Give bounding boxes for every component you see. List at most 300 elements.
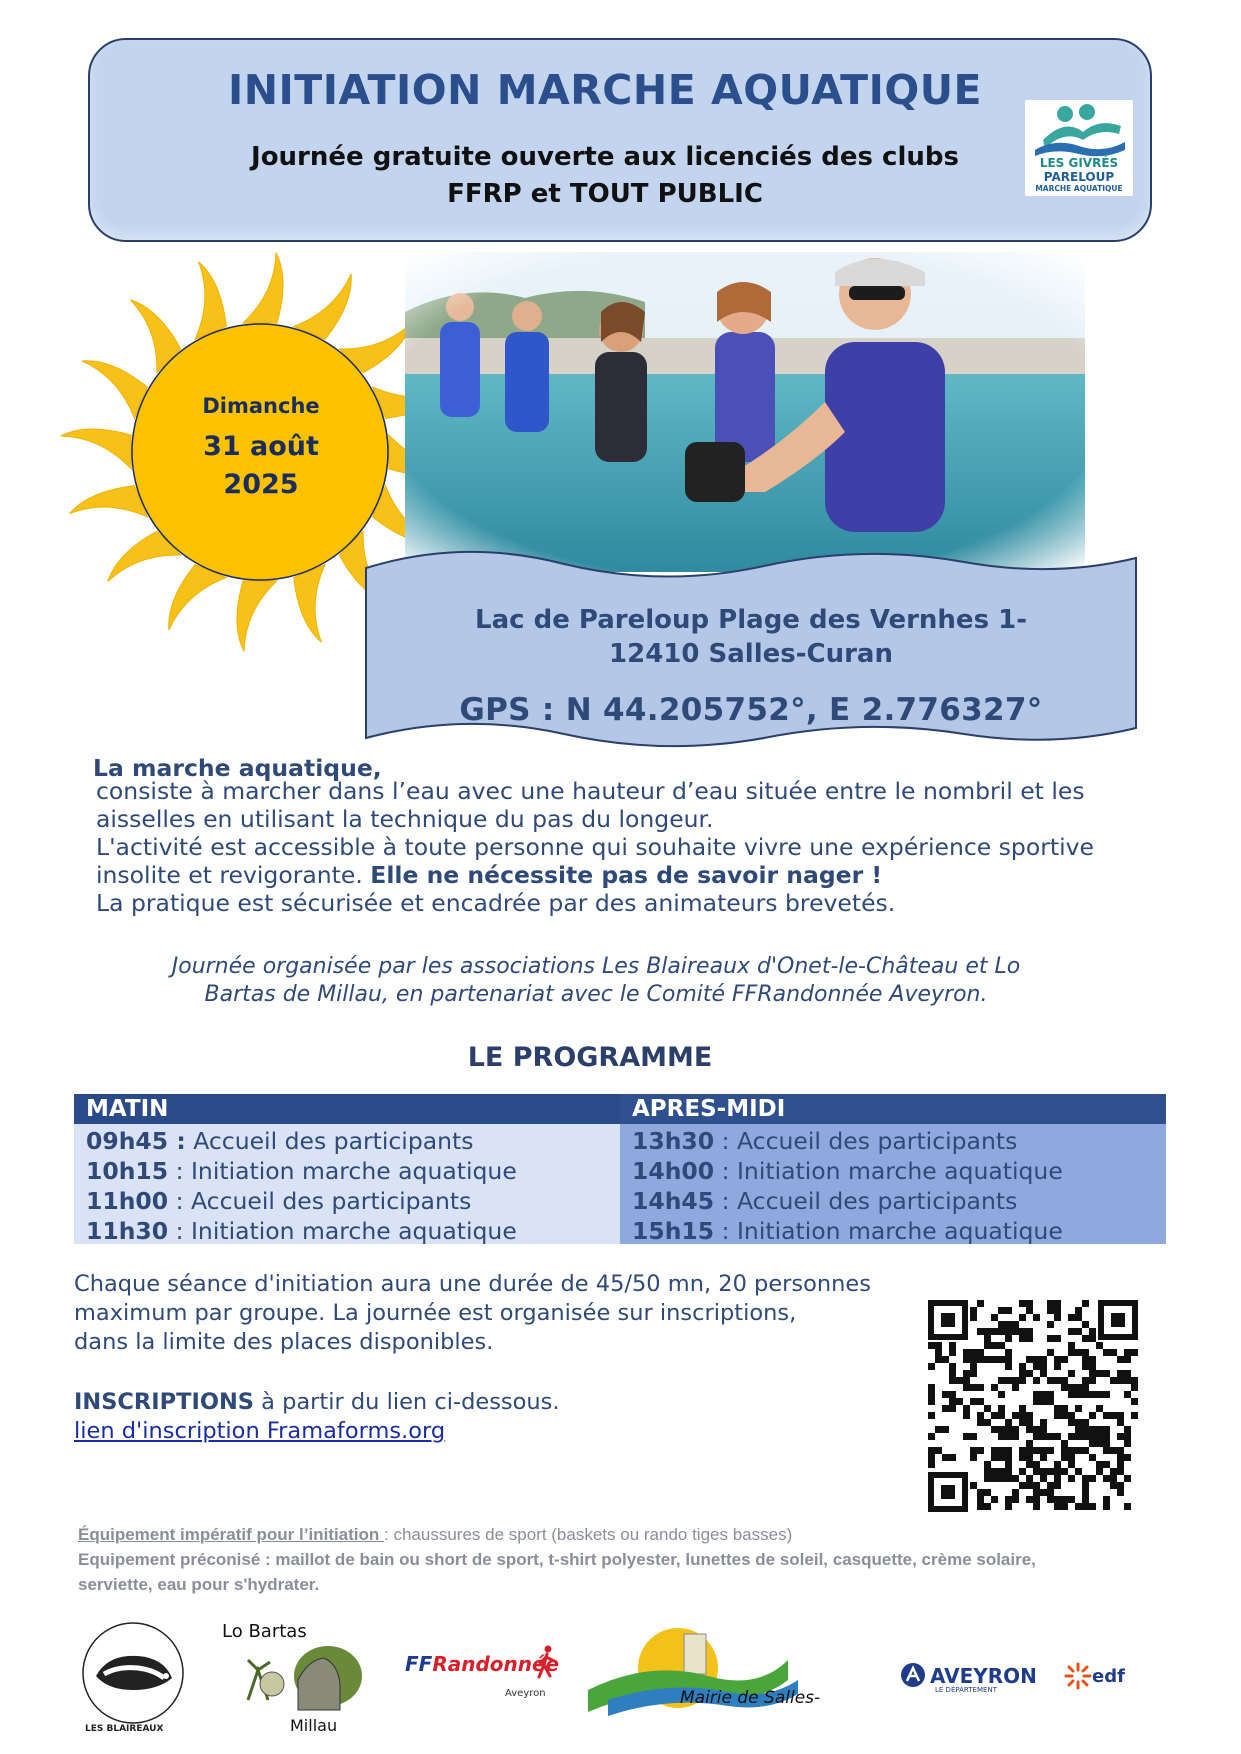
bartas-title: Lo Bartas <box>222 1621 307 1642</box>
aquatic-walkers-photo <box>405 252 1085 572</box>
qr-module <box>1047 1321 1054 1328</box>
qr-module <box>1117 1482 1124 1489</box>
qr-module <box>1005 1328 1012 1335</box>
qr-module <box>1082 1356 1089 1363</box>
qr-module <box>1019 1377 1026 1384</box>
qr-module <box>1026 1370 1033 1377</box>
qr-module <box>935 1356 942 1363</box>
qr-module <box>1019 1363 1026 1370</box>
qr-module <box>984 1475 991 1482</box>
qr-module <box>998 1454 1005 1461</box>
qr-module <box>998 1412 1005 1419</box>
qr-module <box>1103 1370 1110 1377</box>
qr-module <box>1026 1356 1033 1363</box>
qr-module <box>1075 1419 1082 1426</box>
qr-module <box>984 1335 991 1342</box>
qr-module <box>984 1461 991 1468</box>
qr-module <box>1075 1314 1082 1321</box>
session-time: 14h00 <box>632 1157 715 1185</box>
qr-module <box>1005 1419 1012 1426</box>
qr-module <box>1054 1377 1061 1384</box>
qr-module <box>1068 1391 1075 1398</box>
qr-module <box>1026 1454 1033 1461</box>
qr-module <box>963 1405 970 1412</box>
qr-module <box>963 1370 970 1377</box>
location-line-1: Lac de Pareloup Plage des Vernhes 1- <box>475 605 1027 635</box>
qr-module <box>1026 1300 1033 1307</box>
qr-module <box>1075 1349 1082 1356</box>
qr-module <box>1061 1447 1068 1454</box>
qr-module <box>1082 1475 1089 1482</box>
qr-module <box>1103 1433 1110 1440</box>
qr-module <box>1033 1489 1040 1496</box>
qr-module <box>1082 1349 1089 1356</box>
qr-module <box>1089 1335 1096 1342</box>
qr-module <box>1033 1468 1040 1475</box>
qr-module <box>1096 1370 1103 1377</box>
qr-module <box>1040 1426 1047 1433</box>
qr-module <box>970 1454 977 1461</box>
table-row <box>620 1126 1166 1156</box>
qr-module <box>1047 1335 1054 1342</box>
qr-module <box>984 1468 991 1475</box>
qr-module <box>1005 1377 1012 1384</box>
qr-module <box>1061 1503 1068 1510</box>
qr-module <box>970 1433 977 1440</box>
session-info <box>74 1270 974 1357</box>
qr-module <box>1117 1419 1124 1426</box>
qr-module <box>1103 1391 1110 1398</box>
qr-module <box>1054 1496 1061 1503</box>
qr-module <box>1033 1433 1040 1440</box>
qr-module <box>977 1419 984 1426</box>
qr-module <box>977 1398 984 1405</box>
qr-module <box>1033 1503 1040 1510</box>
qr-module <box>1033 1398 1040 1405</box>
qr-module <box>1019 1335 1026 1342</box>
qr-module <box>942 1426 949 1433</box>
qr-module <box>1103 1349 1110 1356</box>
qr-module <box>970 1370 977 1377</box>
qr-module <box>1068 1412 1075 1419</box>
qr-module <box>1082 1496 1089 1503</box>
qr-module <box>1061 1468 1068 1475</box>
qr-module <box>1082 1482 1089 1489</box>
qr-module <box>1096 1440 1103 1447</box>
qr-module <box>984 1419 991 1426</box>
qr-module <box>1019 1468 1026 1475</box>
inscriptions-note: à partir du lien ci-dessous. <box>254 1389 560 1415</box>
qr-module <box>1019 1454 1026 1461</box>
qr-module <box>1054 1461 1061 1468</box>
qr-module <box>1040 1475 1047 1482</box>
equipment-text: : chaussures de sport (baskets ou rando tiges basses) <box>384 1525 793 1544</box>
qr-module <box>970 1384 977 1391</box>
qr-module <box>998 1321 1005 1328</box>
aveyron-logo: AVEYRON <box>930 1664 1037 1688</box>
session-label: : Initiation marche aquatique <box>168 1157 517 1185</box>
qr-module <box>984 1503 991 1510</box>
intro-line: aisselles en utilisant la technique du pas du longeur. <box>96 805 714 833</box>
qr-module <box>1033 1447 1040 1454</box>
qr-module <box>1096 1461 1103 1468</box>
qr-module <box>1061 1496 1068 1503</box>
qr-module <box>977 1412 984 1419</box>
qr-module <box>949 1370 956 1377</box>
qr-module <box>977 1384 984 1391</box>
qr-module <box>1096 1433 1103 1440</box>
qr-module <box>970 1398 977 1405</box>
qr-module <box>1040 1398 1047 1405</box>
qr-module <box>1075 1468 1082 1475</box>
qr-module <box>998 1433 1005 1440</box>
qr-module <box>991 1496 998 1503</box>
session-label: : Initiation marche aquatique <box>714 1217 1063 1245</box>
qr-module <box>1033 1426 1040 1433</box>
qr-module <box>984 1328 991 1335</box>
bartas-logo <box>228 1640 368 1720</box>
qr-module <box>1124 1440 1131 1447</box>
qr-module <box>1089 1503 1096 1510</box>
qr-module <box>1103 1447 1110 1454</box>
qr-module <box>1005 1503 1012 1510</box>
qr-module <box>1096 1342 1103 1349</box>
qr-module <box>1047 1398 1054 1405</box>
qr-module <box>977 1447 984 1454</box>
intro-heading: La marche aquatique, <box>93 754 382 782</box>
qr-module <box>1096 1426 1103 1433</box>
qr-module <box>1089 1454 1096 1461</box>
qr-module <box>1061 1384 1068 1391</box>
qr-module <box>1110 1377 1117 1384</box>
qr-module <box>1054 1412 1061 1419</box>
qr-module <box>1117 1489 1124 1496</box>
qr-module <box>991 1475 998 1482</box>
intro-line <box>96 861 1196 889</box>
qr-module <box>956 1377 963 1384</box>
qr-module <box>1075 1447 1082 1454</box>
qr-module <box>1110 1482 1117 1489</box>
qr-module <box>928 1391 935 1398</box>
sun-ray <box>294 565 325 643</box>
mairie-label: Mairie de Salles- <box>680 1688 821 1708</box>
qr-module <box>1047 1482 1054 1489</box>
qr-module <box>1033 1363 1040 1370</box>
qr-module <box>1089 1363 1096 1370</box>
qr-module <box>1054 1335 1061 1342</box>
session-time: 10h15 <box>86 1157 169 1185</box>
intro-body <box>96 777 1196 917</box>
qr-module <box>1124 1391 1131 1398</box>
qr-module <box>1040 1391 1047 1398</box>
table-row <box>620 1156 1166 1186</box>
qr-module <box>1089 1426 1096 1433</box>
sun-ray <box>294 274 351 339</box>
qr-module <box>991 1447 998 1454</box>
qr-module <box>1033 1377 1040 1384</box>
qr-module <box>1005 1454 1012 1461</box>
qr-module <box>1054 1300 1061 1307</box>
qr-module <box>935 1447 942 1454</box>
session-time: 11h00 <box>86 1187 169 1215</box>
qr-module <box>1033 1496 1040 1503</box>
qr-module <box>1012 1426 1019 1433</box>
qr-module <box>1026 1482 1033 1489</box>
qr-module <box>1054 1363 1061 1370</box>
logo-text-3: MARCHE AQUATIQUE <box>1035 184 1123 193</box>
qr-module <box>977 1503 984 1510</box>
column-header: MATIN <box>74 1094 620 1124</box>
programme-title: LE PROGRAMME <box>467 1042 713 1073</box>
qr-module <box>1012 1321 1019 1328</box>
intro-line: consiste à marcher dans l’eau avec une hauteur d’eau située entre le nombril et les <box>96 777 1085 805</box>
qr-module <box>970 1349 977 1356</box>
qr-module <box>1075 1391 1082 1398</box>
qr-module <box>991 1356 998 1363</box>
qr-module <box>928 1461 935 1468</box>
qr-module <box>1068 1496 1075 1503</box>
qr-module <box>1012 1384 1019 1391</box>
qr-module <box>1005 1433 1012 1440</box>
qr-module <box>1103 1426 1110 1433</box>
subtitle-line-1: Journée gratuite ouverte aux licenciés des clubs <box>251 142 959 172</box>
qr-module <box>998 1426 1005 1433</box>
qr-module <box>991 1342 998 1349</box>
header-banner <box>88 38 1152 242</box>
qr-module <box>1068 1342 1075 1349</box>
qr-module <box>942 1405 949 1412</box>
qr-module <box>1082 1426 1089 1433</box>
qr-module <box>1131 1377 1138 1384</box>
qr-module <box>963 1349 970 1356</box>
session-label: : Accueil des participants <box>168 1187 472 1215</box>
qr-code[interactable] <box>928 1300 1138 1512</box>
qr-module <box>991 1314 998 1321</box>
aveyron-logo-icon <box>900 1662 926 1688</box>
qr-module <box>1019 1405 1026 1412</box>
qr-module <box>1131 1412 1138 1419</box>
qr-module <box>1124 1426 1131 1433</box>
qr-module <box>949 1398 956 1405</box>
qr-module <box>1117 1356 1124 1363</box>
table-row <box>74 1216 620 1246</box>
qr-module <box>928 1454 935 1461</box>
sun-ray <box>169 565 226 630</box>
qr-module <box>1054 1314 1061 1321</box>
qr-module <box>998 1468 1005 1475</box>
qr-module <box>1005 1335 1012 1342</box>
registration-link[interactable]: lien d'inscription Framaforms.org <box>74 1418 446 1444</box>
qr-module <box>991 1412 998 1419</box>
qr-module <box>963 1356 970 1363</box>
sun-ray <box>195 262 226 340</box>
blaireaux-label: LES BLAIREAUX <box>85 1724 164 1734</box>
qr-module <box>1089 1412 1096 1419</box>
qr-module <box>1040 1356 1047 1363</box>
qr-module <box>984 1489 991 1496</box>
qr-module <box>1019 1314 1026 1321</box>
qr-module <box>1082 1419 1089 1426</box>
qr-module <box>942 1454 949 1461</box>
sun-ray <box>61 429 131 469</box>
qr-module <box>1075 1405 1082 1412</box>
qr-module <box>1019 1482 1026 1489</box>
intro-line: L'activité est accessible à toute personne qui souhaite vivre une expérience sportive <box>96 833 1094 861</box>
qr-module <box>977 1496 984 1503</box>
qr-module <box>1082 1447 1089 1454</box>
qr-module <box>984 1356 991 1363</box>
qr-module <box>1131 1349 1138 1356</box>
qr-module <box>1075 1503 1082 1510</box>
qr-module <box>928 1398 935 1405</box>
qr-module <box>1075 1384 1082 1391</box>
organisation-note <box>96 953 1096 1009</box>
qr-module <box>977 1300 984 1307</box>
qr-module <box>1047 1300 1054 1307</box>
qr-module <box>1047 1489 1054 1496</box>
qr-module <box>1005 1363 1012 1370</box>
qr-module <box>1068 1433 1075 1440</box>
qr-module <box>1096 1468 1103 1475</box>
qr-module <box>1061 1440 1068 1447</box>
table-row <box>74 1186 620 1216</box>
qr-module <box>935 1342 942 1349</box>
qr-module <box>1103 1440 1110 1447</box>
qr-module <box>1068 1328 1075 1335</box>
organisation-line: Bartas de Millau, en partenariat avec le Comité FFRandonnée Aveyron. <box>204 982 988 1007</box>
qr-module <box>963 1412 970 1419</box>
qr-module <box>998 1342 1005 1349</box>
qr-module <box>1033 1482 1040 1489</box>
qr-module <box>1117 1447 1124 1454</box>
event-date <box>128 394 394 504</box>
qr-module <box>1040 1454 1047 1461</box>
qr-module <box>942 1391 949 1398</box>
subtitle-line-2: FFRP et TOUT PUBLIC <box>447 179 763 209</box>
qr-module <box>935 1349 942 1356</box>
qr-module <box>1068 1475 1075 1482</box>
qr-module <box>1005 1356 1012 1363</box>
qr-module <box>949 1377 956 1384</box>
qr-module <box>1019 1370 1026 1377</box>
qr-module <box>1103 1461 1110 1468</box>
qr-module <box>1047 1377 1054 1384</box>
session-label: : Initiation marche aquatique <box>714 1157 1063 1185</box>
qr-module <box>1040 1433 1047 1440</box>
ffr-word: Randonnée <box>432 1652 560 1676</box>
qr-module <box>1124 1356 1131 1363</box>
qr-module <box>1117 1433 1124 1440</box>
qr-module <box>1117 1377 1124 1384</box>
equipment-line: Equipement préconisé : maillot de bain ou short de sport, t-shirt polyester, lunettes de soleil, casquette, crème solaire, <box>78 1550 1036 1569</box>
qr-module <box>1117 1412 1124 1419</box>
programme-table <box>74 1094 1166 1244</box>
qr-module <box>1033 1461 1040 1468</box>
qr-module <box>1040 1419 1047 1426</box>
qr-module <box>942 1356 949 1363</box>
qr-module <box>1075 1328 1082 1335</box>
qr-module <box>1061 1454 1068 1461</box>
session-label: : Accueil des participants <box>714 1127 1018 1155</box>
page-title: INITIATION MARCHE AQUATIQUE <box>227 66 983 114</box>
qr-module <box>1103 1496 1110 1503</box>
qr-module <box>970 1363 977 1370</box>
header-subtitle <box>90 139 1120 213</box>
qr-module <box>977 1489 984 1496</box>
session-time: 09h45 : <box>86 1127 186 1155</box>
qr-module <box>963 1377 970 1384</box>
qr-module <box>1026 1328 1033 1335</box>
qr-module <box>1005 1307 1012 1314</box>
qr-module <box>1103 1412 1110 1419</box>
gps-coordinates: GPS : N 44.205752°, E 2.776327° <box>459 692 1043 728</box>
qr-module <box>1012 1433 1019 1440</box>
edf-logo-icon <box>1064 1662 1092 1690</box>
qr-module <box>1054 1433 1061 1440</box>
qr-module <box>1096 1405 1103 1412</box>
qr-module <box>1026 1461 1033 1468</box>
qr-module <box>1068 1454 1075 1461</box>
programme-column-afternoon <box>620 1094 1166 1244</box>
session-label: Accueil des participants <box>185 1127 474 1155</box>
qr-module <box>928 1384 935 1391</box>
qr-module <box>1082 1377 1089 1384</box>
qr-module <box>1131 1398 1138 1405</box>
qr-module <box>1040 1468 1047 1475</box>
session-time: 14h45 <box>632 1187 715 1215</box>
qr-module <box>1124 1503 1131 1510</box>
qr-module <box>1061 1412 1068 1419</box>
equipment-notes <box>78 1522 1178 1597</box>
inscriptions-text <box>74 1388 560 1417</box>
logo-text-1: LES GIVRÉS <box>1039 156 1119 170</box>
qr-module <box>928 1412 935 1419</box>
equipment-line: serviette, eau pour s'hydrater. <box>78 1575 320 1594</box>
qr-module <box>949 1342 956 1349</box>
qr-module <box>1012 1377 1019 1384</box>
qr-module <box>977 1349 984 1356</box>
qr-module <box>1026 1447 1033 1454</box>
session-label: : Accueil des participants <box>714 1187 1018 1215</box>
qr-module <box>1026 1412 1033 1419</box>
qr-module <box>928 1447 935 1454</box>
qr-module <box>1124 1349 1131 1356</box>
qr-module <box>1012 1412 1019 1419</box>
logo-text-2: PARELOUP <box>1043 170 1115 184</box>
location-line-2: 12410 Salles-Curan <box>609 639 893 669</box>
qr-module <box>1096 1391 1103 1398</box>
qr-module <box>1005 1468 1012 1475</box>
ffr-aveyron-label: Aveyron <box>505 1688 546 1699</box>
qr-module <box>1089 1356 1096 1363</box>
qr-module <box>1082 1433 1089 1440</box>
qr-module <box>970 1482 977 1489</box>
qr-module <box>1082 1503 1089 1510</box>
qr-module <box>991 1384 998 1391</box>
table-row <box>74 1156 620 1186</box>
qr-module <box>1089 1391 1096 1398</box>
qr-module <box>1012 1489 1019 1496</box>
intro-text: insolite et revigorante. <box>96 861 371 889</box>
qr-module <box>1005 1426 1012 1433</box>
equipment-label: Équipement impératif pour l’initiation <box>78 1525 385 1544</box>
qr-module <box>1054 1405 1061 1412</box>
table-row <box>620 1186 1166 1216</box>
qr-module <box>1019 1328 1026 1335</box>
qr-module <box>977 1356 984 1363</box>
qr-module <box>998 1391 1005 1398</box>
equipment-line <box>78 1522 1178 1547</box>
